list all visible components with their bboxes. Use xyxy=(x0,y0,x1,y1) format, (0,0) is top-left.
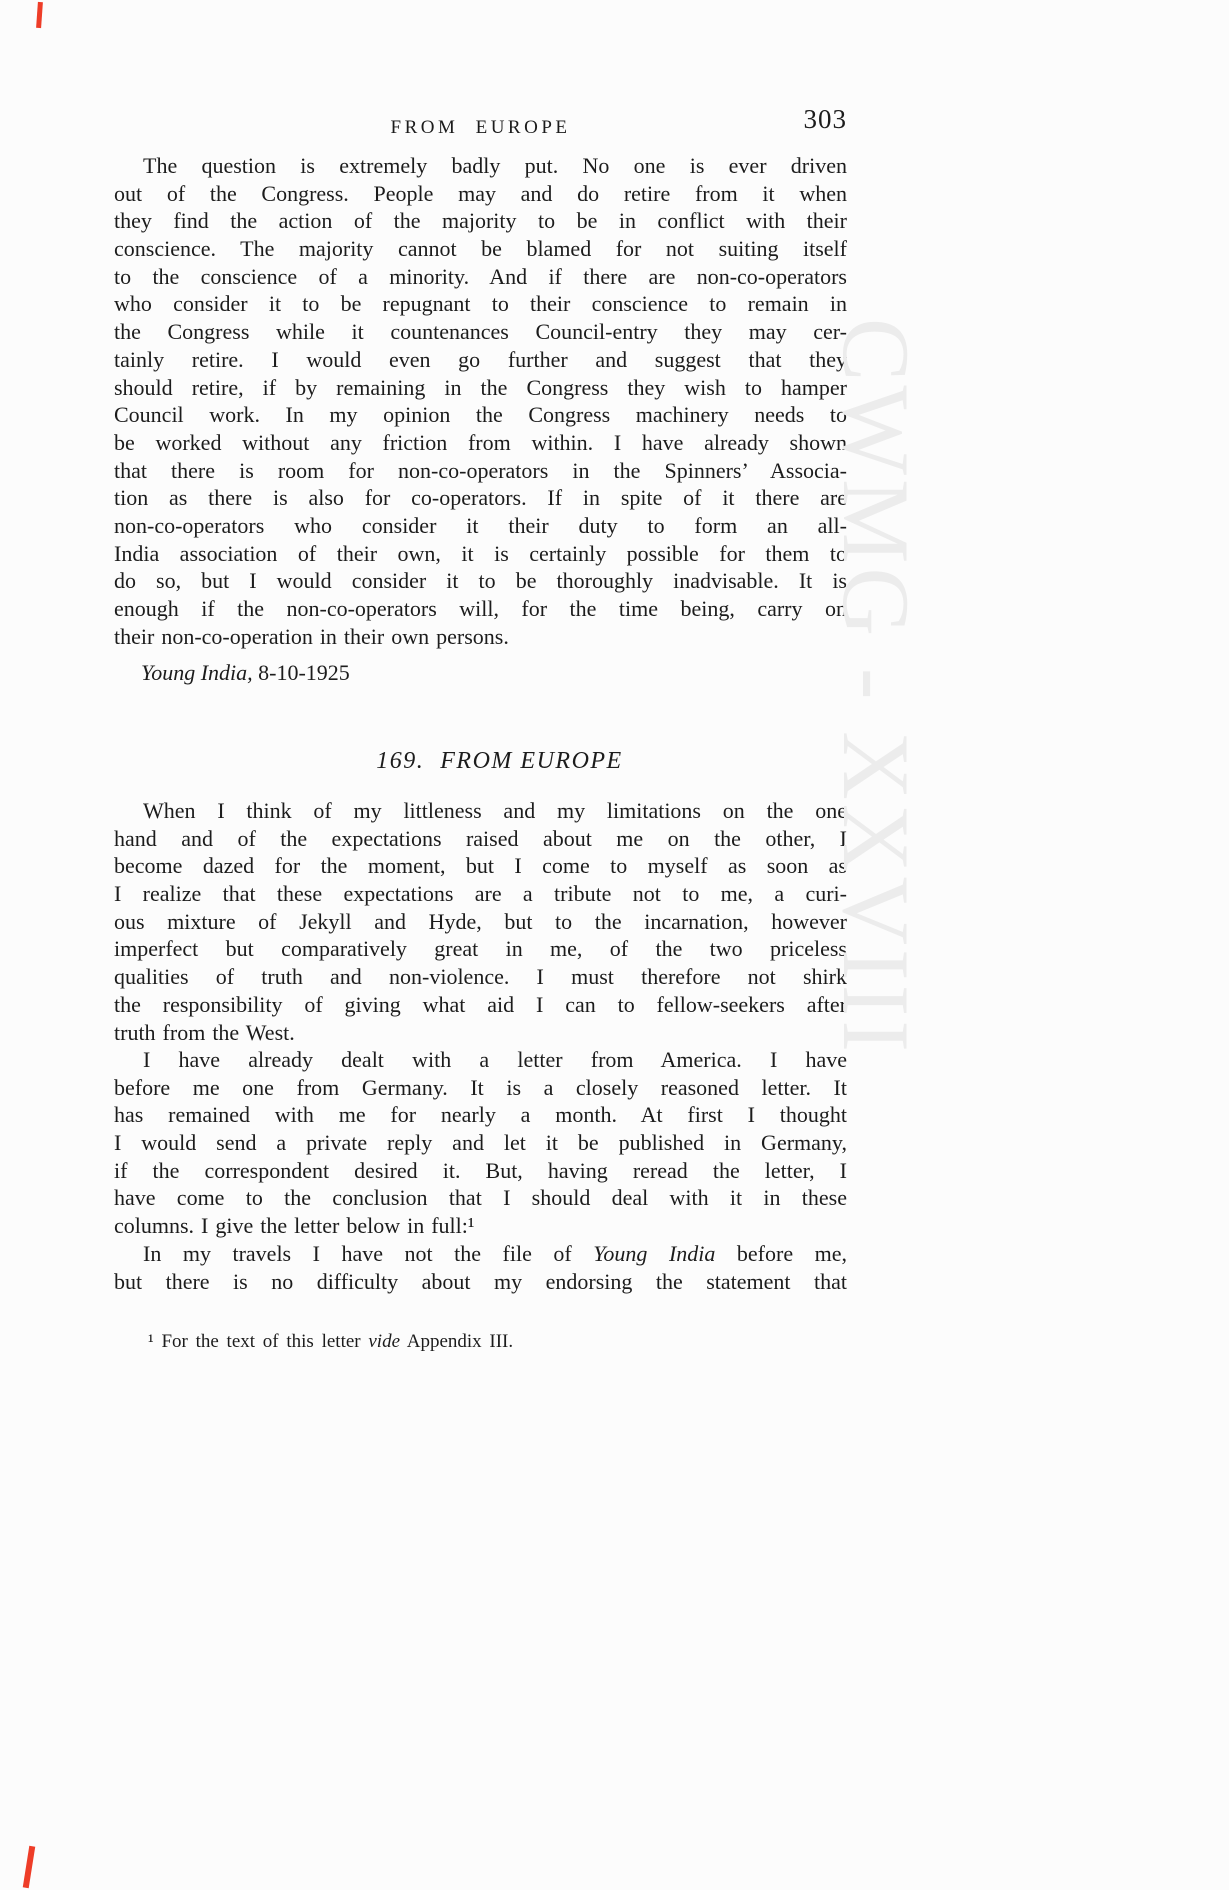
text-line: The question is extremely badly put. No one is ever driven xyxy=(143,153,847,178)
text-line: the Congress while it countenances Council-entry they may cer- xyxy=(114,319,847,345)
article-heading xyxy=(114,746,847,776)
page-number: 303 xyxy=(803,104,847,134)
article-title: FROM EUROPE xyxy=(440,748,623,774)
text-line: imperfect but comparatively great in me, of the two priceless xyxy=(114,936,847,962)
text-line: do so, but I would consider it to be thoroughly inadvisable. It is xyxy=(114,568,847,594)
text-line: Council work. In my opinion the Congress machinery needs to xyxy=(114,402,847,428)
footnote xyxy=(114,1329,847,1355)
text-line: if the correspondent desired it. But, having reread the letter, I xyxy=(114,1157,847,1183)
text-run: Appendix III. xyxy=(400,1331,514,1352)
italic-text-run: vide xyxy=(368,1331,401,1352)
previous-article-paragraph xyxy=(114,152,847,650)
text-line: have come to the conclusion that I should deal with it in these xyxy=(114,1185,847,1211)
text-line: has remained with me for nearly a month. At first I thought xyxy=(114,1102,847,1128)
article-paragraph-3 xyxy=(114,1240,847,1295)
text-run: In my travels I have not the file of xyxy=(143,1241,594,1266)
volume-watermark: CWMG - XXVIII xyxy=(823,318,929,1056)
text-line: I would send a private reply and let it be published in Germany, xyxy=(114,1130,847,1156)
article-paragraph-2 xyxy=(114,1046,847,1240)
text-run: 8-10-1925 xyxy=(252,660,350,685)
red-scan-mark-bottom xyxy=(23,1846,35,1888)
text-line: the responsibility of giving what aid I can to fellow-seekers after xyxy=(114,991,847,1017)
text-line: India association of their own, it is certainly possible for them to xyxy=(114,540,847,566)
text-line: qualities of truth and non-violence. I must therefore not shirk xyxy=(114,964,847,990)
text-line: before me one from Germany. It is a closely reasoned letter. It xyxy=(114,1074,847,1100)
text-line: When I think of my littleness and my limitations on the one xyxy=(143,798,847,823)
text-line: conscience. The majority cannot be blamed for not suiting itself xyxy=(114,236,847,262)
text-line: I realize that these expectations are a tribute not to me, a curi- xyxy=(114,881,847,907)
text-line: ous mixture of Jekyll and Hyde, but to the incarnation, however xyxy=(114,908,847,934)
text-line: tion as there is also for co-operators. If in spite of it there are xyxy=(114,485,847,511)
text-line: hand and of the expectations raised about me on the other, I xyxy=(114,825,847,851)
text-line: out of the Congress. People may and do retire from it when xyxy=(114,180,847,206)
text-line: their non-co-operation in their own persons. xyxy=(114,623,509,649)
text-line: should retire, if by remaining in the Congress they wish to hamper xyxy=(114,374,847,400)
text-line xyxy=(114,1240,847,1268)
text-run: ¹ For the text of this letter xyxy=(148,1331,369,1352)
text-line: to the conscience of a minority. And if there are non-co-operators xyxy=(114,263,847,289)
red-scan-mark-top xyxy=(36,2,43,28)
running-header xyxy=(114,0,847,140)
text-line: I have already dealt with a letter from America. I have xyxy=(143,1047,847,1072)
text-line: be worked without any friction from within. I have already shown xyxy=(114,429,847,455)
article-number: 169. xyxy=(376,748,425,774)
italic-text-run: Young India xyxy=(593,1241,716,1266)
text-line: columns. I give the letter below in full:¹ xyxy=(114,1213,475,1239)
text-line: tainly retire. I would even go further and suggest that they xyxy=(114,346,847,372)
article-paragraph-1 xyxy=(114,797,847,1046)
text-line: non-co-operators who consider it their duty to form an all- xyxy=(114,512,847,538)
running-header-title: FROM EUROPE xyxy=(390,117,571,138)
text-line: that there is room for non-co-operators in the Spinners’ Associa- xyxy=(114,457,847,483)
text-run: before me, xyxy=(715,1241,847,1266)
text-line: who consider it to be repugnant to their conscience to remain in xyxy=(114,291,847,317)
text-line: become dazed for the moment, but I come to myself as soon as xyxy=(114,853,847,879)
text-line: they find the action of the majority to be in conflict with their xyxy=(114,208,847,234)
text-line: truth from the West. xyxy=(114,1019,295,1045)
italic-text-run: Young India, xyxy=(141,660,253,685)
source-citation-line xyxy=(114,659,847,687)
text-line: enough if the non-co-operators will, for the time being, carry on xyxy=(114,596,847,621)
text-line: but there is no difficulty about my endorsing the statement that xyxy=(114,1268,847,1294)
